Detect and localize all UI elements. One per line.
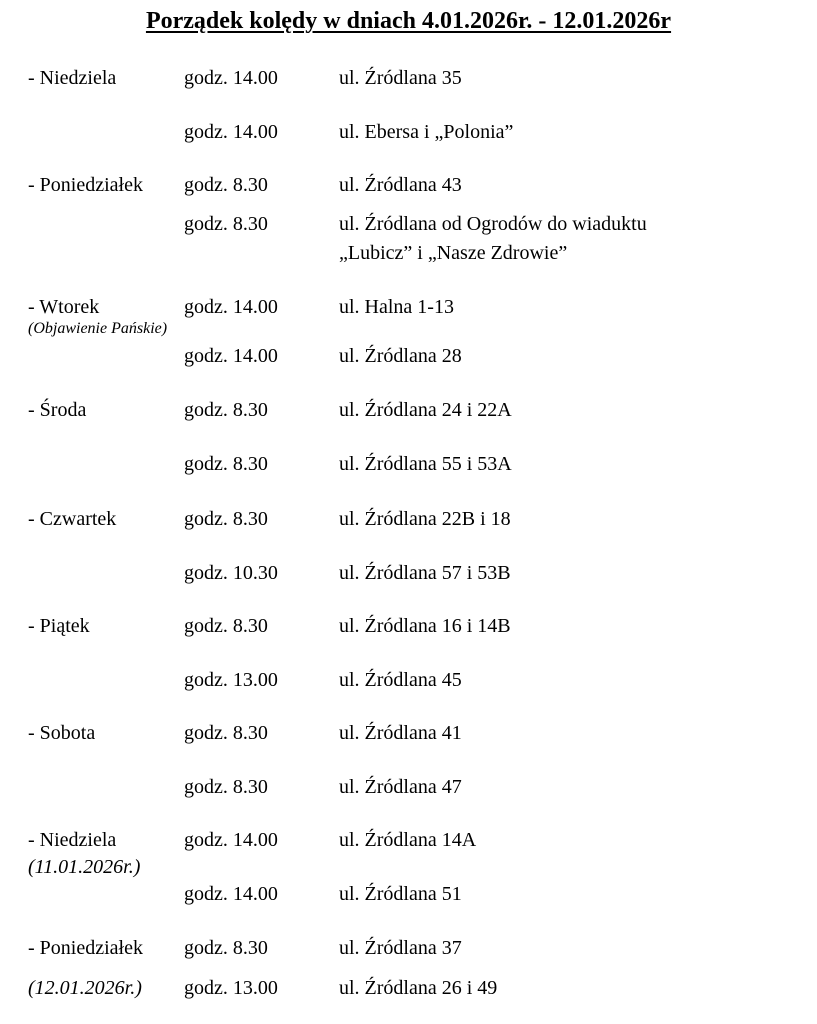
visit-time: godz. 8.30 [184, 399, 268, 421]
day-label: - Sobota [28, 722, 96, 744]
visit-address: ul. Źródlana 43 [339, 174, 462, 196]
day-label: - Poniedziałek [28, 937, 143, 959]
visit-time: godz. 14.00 [184, 345, 278, 367]
visit-address: ul. Źródlana 14A [339, 829, 477, 851]
visit-address-line2: „Lubicz” i „Nasze Zdrowie” [339, 242, 568, 264]
visit-time: godz. 8.30 [184, 174, 268, 196]
day-label: - Niedziela [28, 67, 117, 89]
visit-time: godz. 8.30 [184, 776, 268, 798]
visit-address: ul. Źródlana 37 [339, 937, 462, 959]
visit-time: godz. 14.00 [184, 121, 278, 143]
visit-time: godz. 14.00 [184, 883, 278, 905]
visit-address: ul. Źródlana 26 i 49 [339, 977, 498, 999]
visit-address: ul. Źródlana 47 [339, 776, 462, 798]
visit-time: godz. 14.00 [184, 67, 278, 89]
visit-address: ul. Źródlana 55 i 53A [339, 453, 512, 475]
visit-time: godz. 8.30 [184, 937, 268, 959]
visit-address: ul. Źródlana 45 [339, 669, 462, 691]
visit-address: ul. Źródlana 16 i 14B [339, 615, 511, 637]
visit-time: godz. 8.30 [184, 213, 268, 235]
day-label: - Wtorek [28, 296, 100, 318]
day-label: - Poniedziałek [28, 174, 143, 196]
visit-address: ul. Źródlana 28 [339, 345, 462, 367]
visit-time: godz. 8.30 [184, 508, 268, 530]
day-label: - Środa [28, 399, 87, 421]
visit-address: ul. Źródlana 57 i 53B [339, 562, 511, 584]
visit-time: godz. 14.00 [184, 296, 278, 318]
day-note: (12.01.2026r.) [28, 977, 142, 999]
day-label: - Niedziela [28, 829, 117, 851]
day-label: - Czwartek [28, 508, 117, 530]
visit-time: godz. 14.00 [184, 829, 278, 851]
visit-time: godz. 10.30 [184, 562, 278, 584]
page-title: Porządek kolędy w dniach 4.01.2026r. - 12.01.2026r [145, 8, 672, 34]
visit-address: ul. Źródlana 24 i 22A [339, 399, 512, 421]
visit-time: godz. 13.00 [184, 977, 278, 999]
visit-address: ul. Źródlana od Ogrodów do wiaduktu [339, 213, 647, 235]
day-note: (Objawienie Pańskie) [28, 320, 168, 337]
visit-time: godz. 8.30 [184, 453, 268, 475]
visit-address: ul. Źródlana 41 [339, 722, 462, 744]
visit-address: ul. Źródlana 35 [339, 67, 462, 89]
visit-time: godz. 13.00 [184, 669, 278, 691]
day-note: (11.01.2026r.) [28, 856, 141, 878]
visit-address: ul. Halna 1-13 [339, 296, 454, 318]
visit-address: ul. Źródlana 22B i 18 [339, 508, 511, 530]
day-label: - Piątek [28, 615, 90, 637]
visit-address: ul. Źródlana 51 [339, 883, 462, 905]
visit-time: godz. 8.30 [184, 615, 268, 637]
visit-address: ul. Ebersa i „Polonia” [339, 121, 514, 143]
visit-time: godz. 8.30 [184, 722, 268, 744]
